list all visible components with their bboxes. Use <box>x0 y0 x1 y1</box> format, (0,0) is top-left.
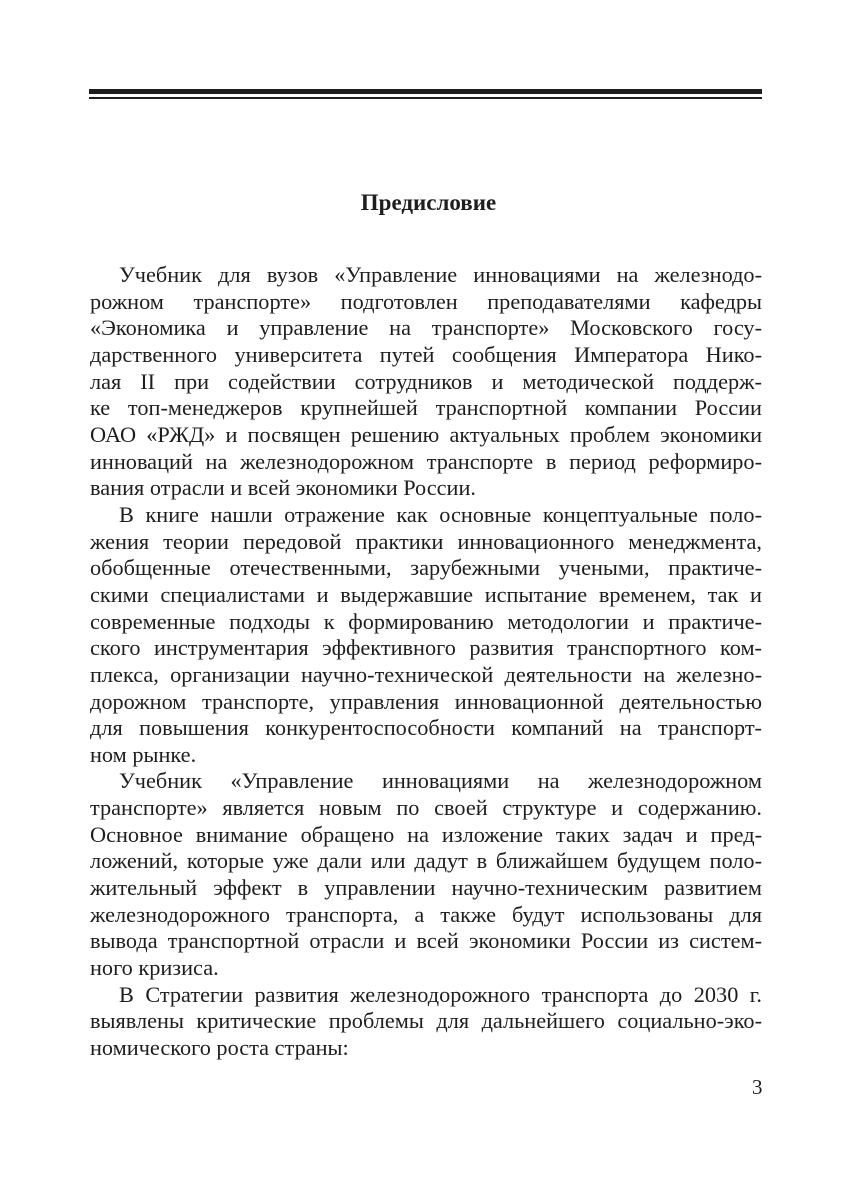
text-line: рожном транспорте» подготовлен преподавателями кафедры <box>90 288 762 314</box>
header-rule-thick <box>89 89 762 94</box>
text-line: ложений, которые уже дали или дадут в ближайшем будущем поло- <box>90 848 762 874</box>
text-line: жительный эффект в управлении научно-техническим развитием <box>90 875 762 901</box>
text-line: инноваций на железнодорожном транспорте в период реформиро- <box>90 448 762 474</box>
text-line: вания отрасли и всей экономики России. <box>90 475 476 501</box>
text-line: Учебник «Управление инновациями на железнодорожном <box>119 768 762 794</box>
text-line: железнодорожного транспорта, а также будут использованы для <box>90 901 762 927</box>
text-line: Учебник для вузов «Управление инновациями на железнодо- <box>119 262 762 287</box>
text-line: жения теории передовой практики инновационного менеджмента, <box>90 528 762 554</box>
text-line: скими специалистами и выдержавшие испытание временем, так и <box>90 581 762 607</box>
paragraph <box>90 502 762 769</box>
text-line: Основное внимание обращено на изложение таких задач и пред- <box>90 821 762 847</box>
text-line: В Стратегии развития железнодорожного транспорта до 2030 г. <box>119 981 762 1007</box>
header-rule-thin <box>89 97 762 99</box>
text-line: ОАО «РЖД» и посвящен решению актуальных проблем экономики <box>90 421 762 447</box>
text-line: современные подходы к формированию методологии и практиче- <box>90 608 762 634</box>
text-line: вывода транспортной отрасли и всей экономики России из систем- <box>90 928 762 954</box>
body-text <box>90 262 762 1062</box>
text-line: для повышения конкурентоспособности компаний на транспорт- <box>90 715 762 741</box>
text-line: плекса, организации научно-технической деятельности на железно- <box>90 661 762 687</box>
text-line: ского инструментария эффективного развития транспортного ком- <box>90 635 762 661</box>
text-line: обобщенные отечественными, зарубежными учеными, практиче- <box>90 555 762 581</box>
text-line: транспорте» является новым по своей структуре и содержанию. <box>90 795 762 821</box>
text-line: ного кризиса. <box>90 955 219 981</box>
paragraph <box>90 768 762 981</box>
text-line: дорожном транспорте, управления инновационной деятельностью <box>90 688 762 714</box>
page-number: 3 <box>752 1075 763 1099</box>
text-line: лая II при содействии сотрудников и методической поддерж- <box>90 368 762 394</box>
text-line: номического роста страны: <box>90 1035 349 1061</box>
page-title: Предисловие <box>360 190 497 215</box>
text-line: В книге нашли отражение как основные концептуальные поло- <box>119 501 762 527</box>
text-line: дарственного университета путей сообщения Императора Нико- <box>90 341 762 367</box>
text-line: ном рынке. <box>90 741 197 767</box>
text-line: выявлены критические проблемы для дальнейшего социально-эко- <box>90 1008 762 1034</box>
paragraph <box>90 982 762 1062</box>
paragraph <box>90 262 762 502</box>
text-line: «Экономика и управление на транспорте» Московского госу- <box>90 315 762 341</box>
text-line: ке топ-менеджеров крупнейшей транспортной компании России <box>90 395 762 421</box>
